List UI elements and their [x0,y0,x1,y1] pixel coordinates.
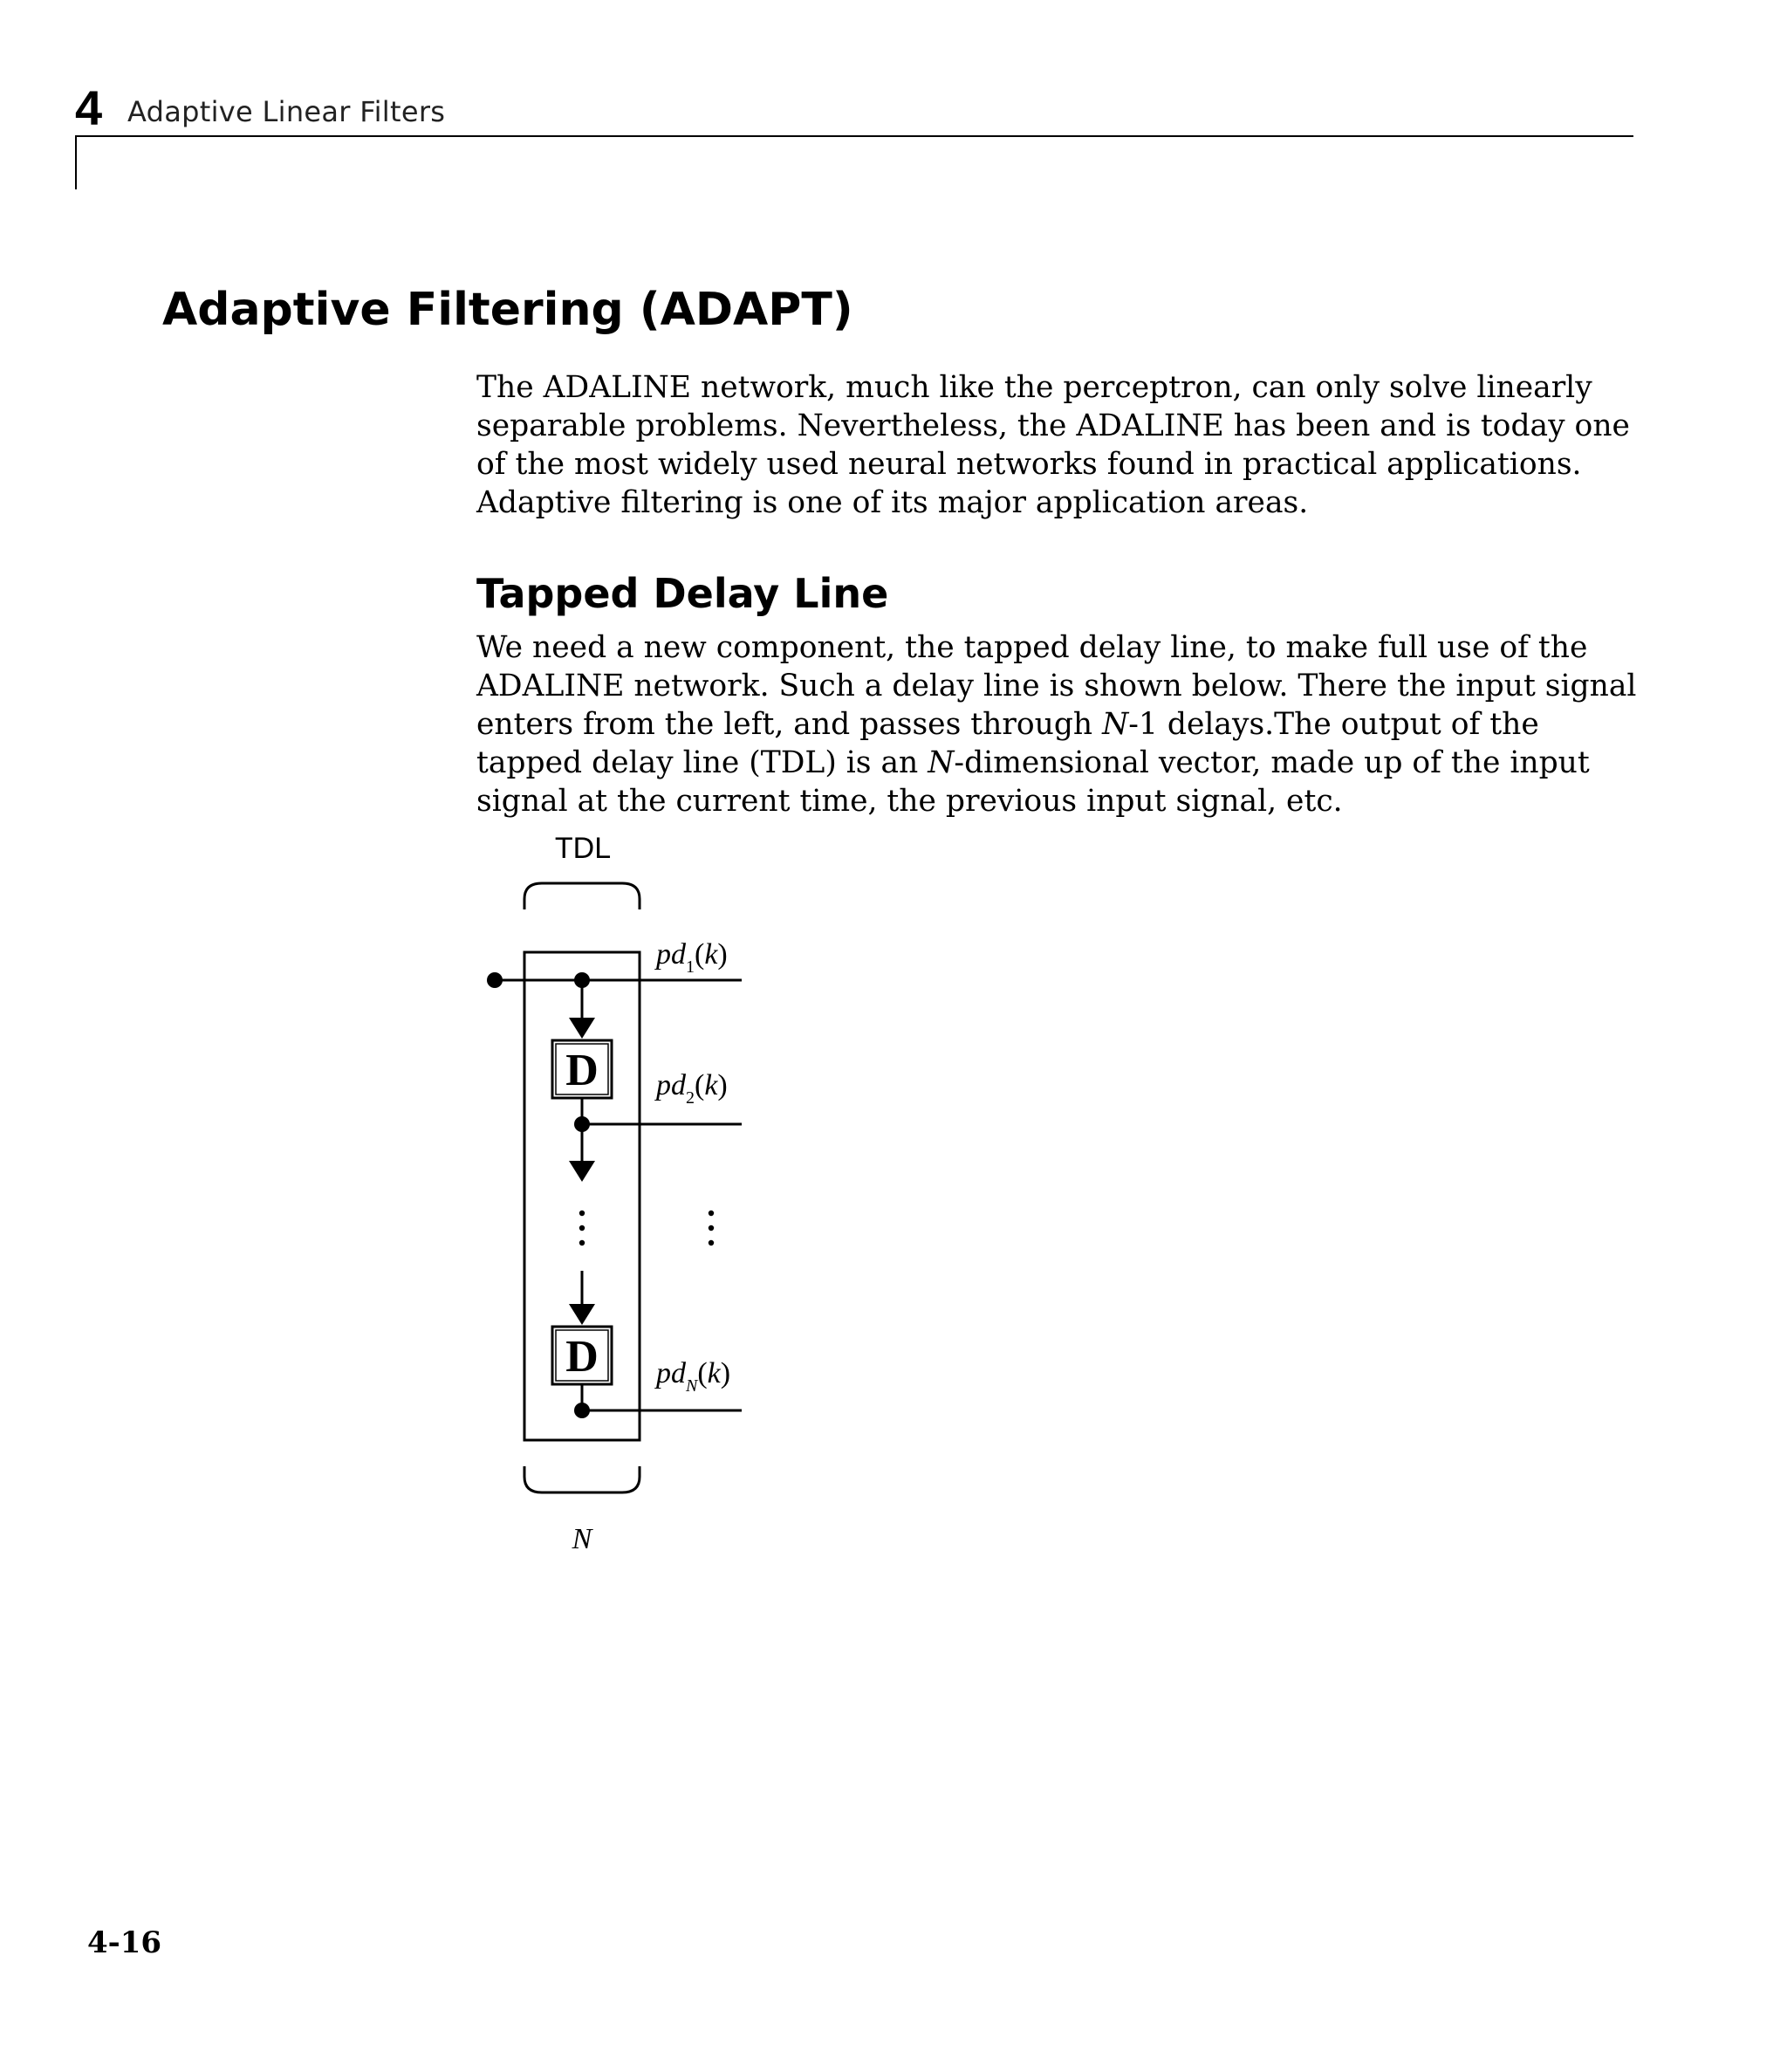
header-rule [75,135,1633,137]
paragraph-text-part: -dimensional vector, made up of the input signal at the current time, the previous input signal, etc. [476,745,1590,819]
delay-symbol-n: D [565,1332,599,1382]
top-brace [524,883,640,909]
subsection-title: Tapped Delay Line [476,570,889,617]
output-label-n: $pd_N(k)$ [656,1357,731,1396]
header-margin-tick [75,135,77,189]
section-paragraph: The ADALINE network, much like the perceptron, can only solve linearly separable problems. Nevertheless, the ADALINE has been and is today one of the most widely used neural networks found in practical applications. Adaptive filtering is one of its major application areas. [476,370,1630,520]
section-title: Adaptive Filtering (ADAPT) [162,284,853,336]
bottom-brace [524,1466,640,1492]
paragraph-text-part: -1 delays.The output of the tapped delay line (TDL) is an [476,707,1539,780]
output-label-1: $pd_1(k)$ [656,938,728,977]
arrowhead-1 [569,1018,595,1039]
delay-symbol-1: D [565,1046,599,1095]
tdl-label: TDL [554,832,612,865]
chapter-number: 4 [75,80,103,135]
paragraph-italic-n: N [928,745,955,780]
output-label-2: $pd_2(k)$ [656,1069,728,1108]
tapped-delay-line-diagram [454,820,803,1588]
n-label: N [572,1523,592,1555]
input-node [487,972,503,988]
running-header [75,80,1633,136]
page-number: 4-16 [87,1925,162,1960]
paragraph-text-part: We need a new component, the tapped delay line, to make full use of the ADALINE network. Such a delay line is shown below. There the input signal enters from the left, and passes through [476,630,1637,742]
subsection-paragraph [476,628,1637,820]
paragraph-italic-n: N [1102,707,1129,742]
arrowhead-3 [569,1304,595,1325]
chapter-title: Adaptive Linear Filters [127,95,446,128]
arrowhead-2 [569,1161,595,1182]
